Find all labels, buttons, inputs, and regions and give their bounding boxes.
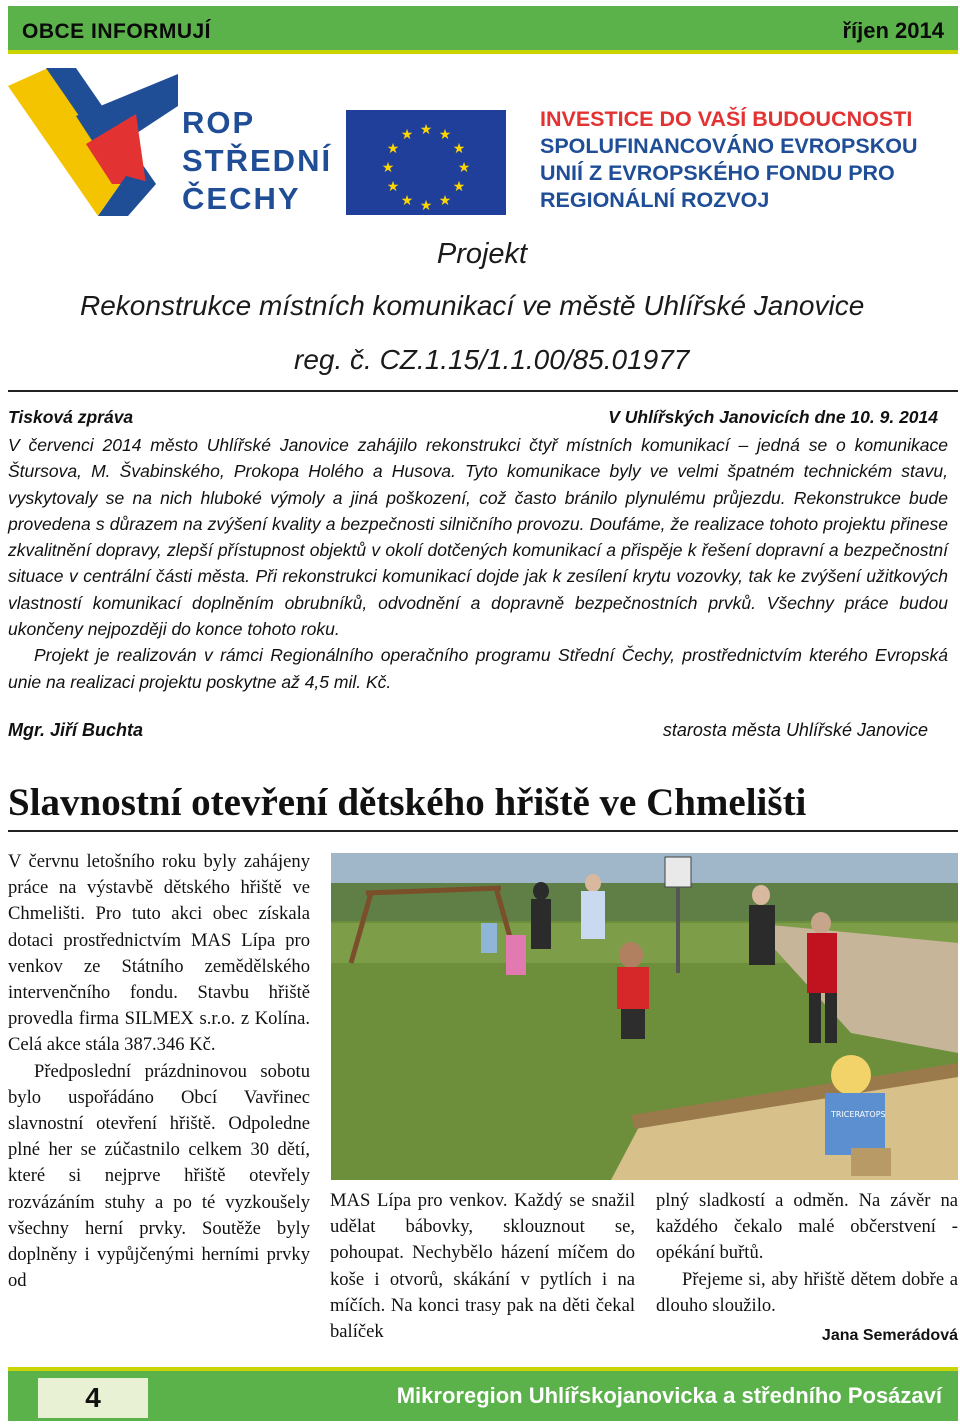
section-label: OBCE INFORMUJÍ [22,20,212,43]
page-number: 4 [85,1382,101,1413]
svg-text:★: ★ [386,141,400,157]
playground-photo [331,853,958,1180]
investice-line-4: REGIONÁLNÍ ROZVOJ [540,188,770,212]
svg-text:★: ★ [400,193,414,209]
eu-flag-icon [346,110,506,215]
investice-line-1: INVESTICE DO VAŠÍ BUDOUCNOSTI [540,107,913,131]
press-paragraph: Projekt je realizován v rámci Regionálního operačního programu Střední Čechy, prostřednictvím kterého Evropská unie na realizaci projektu poskytne až 4,5 mil. Kč. [8,645,948,692]
svg-text:★: ★ [452,179,466,195]
article-paragraph: Přejeme si, aby hřiště dětem dobře a dlouho sloužilo. [656,1268,958,1316]
svg-text:★: ★ [419,122,433,138]
eu-funding-statement [540,106,917,214]
svg-text:★: ★ [400,127,414,143]
press-header [8,407,938,428]
rop-line-1: ROP [182,105,256,140]
article-divider [8,830,958,832]
svg-text:★: ★ [452,141,466,157]
svg-text:★: ★ [381,160,395,176]
press-label: Tisková zpráva [8,407,134,427]
press-paragraph: V červenci 2014 město Uhlířské Janovice zahájilo rekonstrukci čtyř místních komunikací – jedná se o komunikace Štursova, M. Švabinského, Prokopa Holého a Husova. Tyto komunikace byly ve velmi špatném technickém stavu, vyskytovaly se na nich hluboké výmoly a jiná poškození, což často bránilo plynulému průjezdu. Rekonstrukce bude provedena s důrazem na zvýšení kvality a bezpečnosti silničního provozu. Doufáme, že realizace tohoto projektu přinese zkvalitnění dopravy, zlepší přístupnost objektů v okolí dotčených komunikací a přispěje k řešení dopravní a bezpečnostní situace v centrální části města. Při rekonstrukci komunikací dojde jak k zesílení krytu vozovky, tak ke zvýšení užitkových vlastností komunikací doplněním obrubníků, odvodnění a dopravně bezpečnostních prvků. Všechny práce budou ukončeny nejpozději do konce tohoto roku. [8,435,948,640]
article-column-1 [8,849,310,1294]
press-body [8,432,948,695]
svg-text:★: ★ [419,198,433,214]
shirt-text: TRICERATOPS [831,1110,886,1119]
issue-date: říjen 2014 [842,18,944,43]
article-paragraph: Předposlední prázdninovou sobotu bylo uspořádáno Obcí Vavřinec slavnostní otevření hřiště. Odpoledne plné her se zúčastnilo celkem 30 dětí, které si nejprve hřiště otevřely rozvázáním stuhy a po té vyzkoušely všechny herní prvky. Soutěže byly doplněny i vypůjčenými herními prvky od [8,1060,310,1292]
press-signature [8,720,928,741]
article-title: Slavnostní otevření dětského hřiště ve Chmelišti [8,781,807,824]
press-place-date: V Uhlířských Janovicích dne 10. 9. 2014 [608,407,938,427]
article-column-2 [330,1188,635,1345]
divider [8,390,958,392]
svg-text:★: ★ [457,160,471,176]
article-author: Jana Semerádová [821,1327,958,1345]
rop-logo-graphic [6,66,178,216]
signer-name: Mgr. Jiří Buchta [8,720,144,740]
investice-line-2: SPOLUFINANCOVÁNO EVROPSKOU [540,134,918,158]
signer-role: starosta města Uhlířské Janovice [662,720,928,740]
rop-line-3: ČECHY [182,181,301,216]
article-column-3 [656,1188,958,1349]
svg-text:★: ★ [438,193,452,209]
project-name: Rekonstrukce místních komunikací ve městě Uhlířské Janovice [80,290,865,321]
rop-logo-text [182,104,332,218]
svg-text:★: ★ [386,179,400,195]
project-title: Projekt [436,238,528,270]
article-paragraph: V červnu letošního roku byly zahájeny práce na výstavbě dětského hřiště ve Chmelišti. Pro tuto akci obec získala dotaci prostřednictvím MAS Lípa pro venkov ze Státního zemědělského intervenčního fondu. Stavbu hřiště provedla firma SILMEX s.r.o. z Kolína. Celá akce stála 387.346 Kč. [8,851,310,1056]
header-bar [8,6,958,54]
investice-line-3: UNIÍ Z EVROPSKÉHO FONDU PRO [540,161,895,185]
rop-line-2: STŘEDNÍ [182,143,333,178]
footer-bar [8,1367,958,1421]
page-number-box [38,1378,148,1418]
svg-text:★: ★ [438,127,452,143]
article-paragraph: plný sladkostí a odměn. Na závěr na každého čekalo malé občerstvení - opékání buřtů. [656,1190,958,1264]
project-registration: reg. č. CZ.1.15/1.1.00/85.01977 [294,344,690,375]
footer-title: Mikroregion Uhlířskojanovicka a středního Posázaví [396,1383,942,1408]
article-paragraph: MAS Lípa pro venkov. Každý se snažil udělat bábovky, sklouznout se, pohoupat. Nechybělo házení míčem do koše i otvorů, skákání v pytlích i na míčích. Na konci trasy pak na děti čekal balíček [330,1190,635,1343]
